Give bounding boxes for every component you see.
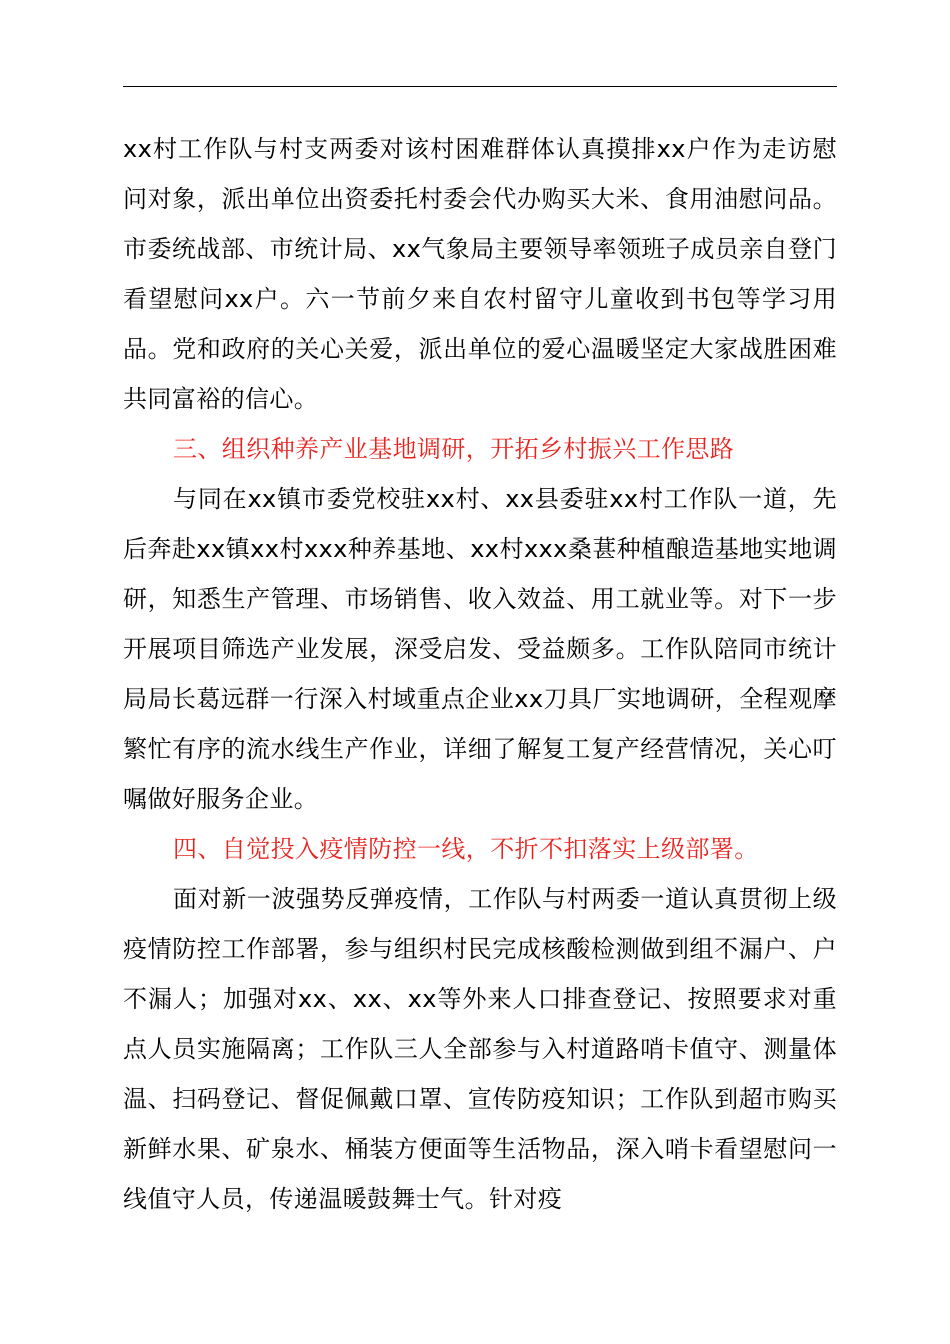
paragraph-visits: xx村工作队与村支两委对该村困难群体认真摸排xx户作为走访慰问对象，派出单位出资委托村委会代办购买大米、食用油慰问品。市委统战部、市统计局、xx气象局主要领导率领班子成员亲自登门看望慰问xx户。六一节前夕来自农村留守儿童收到书包等学习用品。党和政府的关心关爱，派出单位的爱心温暖坚定大家战胜困难共同富裕的信心。 — [123, 135, 837, 413]
section-heading-four: 四、自觉投入疫情防控一线，不折不扣落实上级部署。 — [173, 835, 759, 863]
paragraph-epidemic: 面对新一波强势反弹疫情，工作队与村两委一道认真贯彻上级疫情防控工作部署，参与组织村民完成核酸检测做到组不漏户、户不漏人；加强对xx、xx、xx等外来人口排查登记、按照要求对重点人员实施隔离；工作队三人全部参与入村道路哨卡值守、测量体温、扫码登记、督促佩戴口罩、宣传防疫知识；工作队到超市购买新鲜水果、矿泉水、桶装方便面等生活物品，深入哨卡看望慰问一线值守人员，传递温暖鼓舞士气。针对疫 — [123, 885, 837, 1213]
section-heading-three: 三、组织种养产业基地调研，开拓乡村振兴工作思路 — [173, 435, 735, 463]
header-rule — [123, 86, 837, 87]
paragraph-research: 与同在xx镇市委党校驻xx村、xx县委驻xx村工作队一道，先后奔赴xx镇xx村xxx种养基地、xx村xxx桑葚种植酿造基地实地调研，知悉生产管理、市场销售、收入效益、用工就业等。对下一步开展项目筛选产业发展，深受启发、受益颇多。工作队陪同市统计局局长葛远群一行深入村域重点企业xx刀具厂实地调研，全程观摩繁忙有序的流水线生产作业，详细了解复工复产经营情况，关心叮嘱做好服务企业。 — [123, 485, 837, 813]
document-body — [123, 124, 837, 1224]
